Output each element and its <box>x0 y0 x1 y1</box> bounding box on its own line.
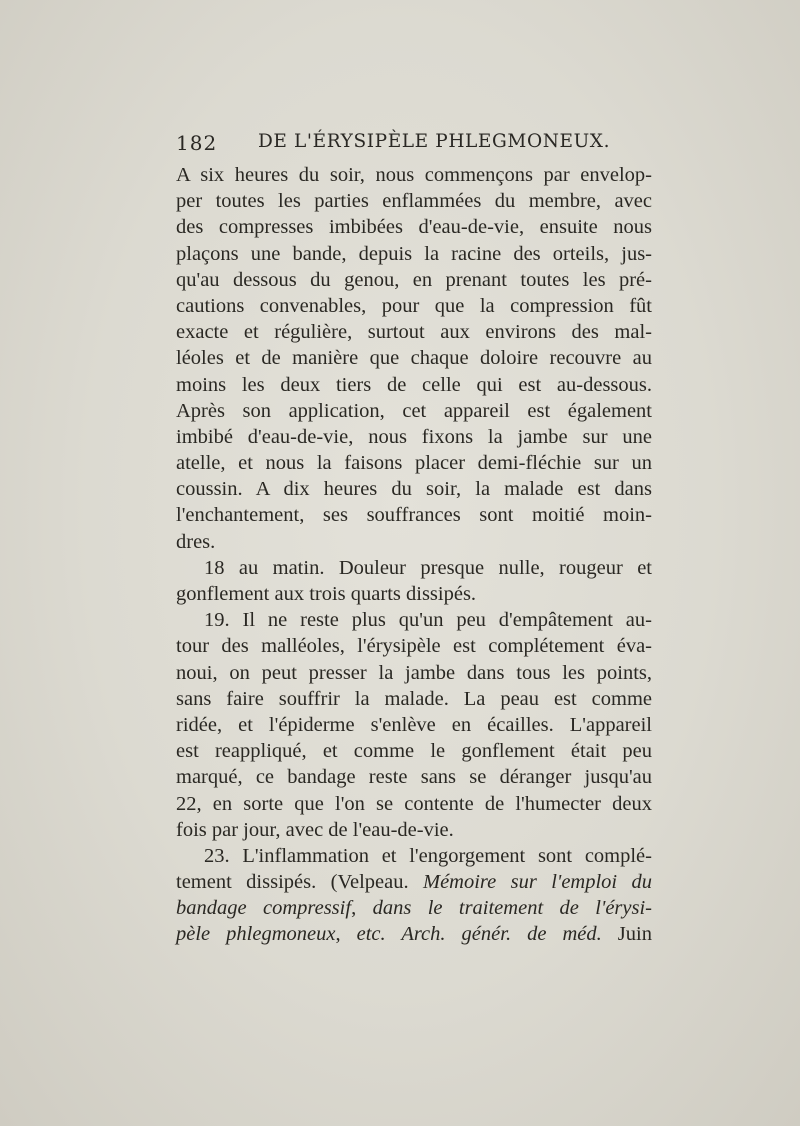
text-segment: , <box>351 897 373 920</box>
text-line: sans faire souffrir la malade. La peau est comme <box>176 687 652 710</box>
text-line: moins les deux tiers de celle qui est au-dessous. <box>176 373 652 396</box>
text-line: est reappliqué, et comme le gonflement était peu <box>176 740 652 763</box>
text-segment: , <box>335 923 357 946</box>
citation-title: bandage compressif <box>176 897 352 920</box>
text-line: plaçons une bande, depuis la racine des orteils, jus- <box>176 242 652 265</box>
text-line <box>176 869 652 895</box>
text-line: des compresses imbibées d'eau-de-vie, ensuite nous <box>176 216 652 239</box>
text-line: exacte et régulière, surtout aux environs des mal- <box>176 321 652 344</box>
text-segment: Juin <box>601 923 652 946</box>
text-line: gonflement aux trois quarts dissipés. <box>176 583 477 605</box>
chapter-title: DE L'ÉRYSIPÈLE PHLEGMONEUX. <box>258 131 611 152</box>
text-line <box>176 895 652 921</box>
text-line: 18 au matin. Douleur presque nulle, rougeur et <box>204 556 652 579</box>
citation-title: dans le traitement de l'érysi- <box>372 897 653 920</box>
text-line: atelle, et nous la faisons placer demi-fléchie sur un <box>176 452 652 475</box>
text-line: ridée, et l'épiderme s'enlève en écailles. L'appareil <box>176 713 652 736</box>
text-line: imbibé d'eau-de-vie, nous fixons la jambe sur une <box>176 425 652 448</box>
citation-title: pèle phlegmoneux <box>176 923 336 946</box>
body-text <box>176 162 652 948</box>
running-head <box>176 131 652 157</box>
text-line: cautions convenables, pour que la compression fût <box>176 294 652 317</box>
text-line: dres. <box>176 530 216 553</box>
text-line: 23. L'inflammation et l'engorgement sont complé- <box>204 844 652 867</box>
text-line: A six heures du soir, nous commençons par envelop- <box>176 164 652 186</box>
text-line: noui, on peut presser la jambe dans tous les points, <box>176 661 652 684</box>
text-line: léoles et de manière que chaque doloire recouvre au <box>176 347 652 370</box>
text-line: l'enchantement, ses souffrances sont moitié moin- <box>176 504 652 527</box>
text-line: 22, en sorte que l'on se contente de l'humecter deux <box>176 792 652 815</box>
text-line: 19. Il ne reste plus qu'un peu d'empâtement au- <box>204 609 652 632</box>
text-line: marqué, ce bandage reste sans se déranger jusqu'au <box>176 766 652 789</box>
text-line: fois par jour, avec de l'eau-de-vie. <box>176 818 454 841</box>
text-line: tour des malléoles, l'érysipèle est complétement éva- <box>176 635 652 658</box>
page-number: 182 <box>176 131 218 155</box>
citation-title: Mémoire sur l'emploi du <box>423 871 653 894</box>
text-segment: tement dissipés. (Velpeau. <box>176 871 423 894</box>
citation-source: etc. Arch. génér. de méd. <box>356 923 602 946</box>
text-line: qu'au dessous du genou, en prenant toutes les pré- <box>176 268 652 291</box>
text-line: Après son application, cet appareil est également <box>176 399 652 422</box>
text-line: per toutes les parties enflammées du membre, avec <box>176 190 652 213</box>
text-line: coussin. A dix heures du soir, la malade est dans <box>176 478 652 501</box>
text-line <box>176 921 652 947</box>
